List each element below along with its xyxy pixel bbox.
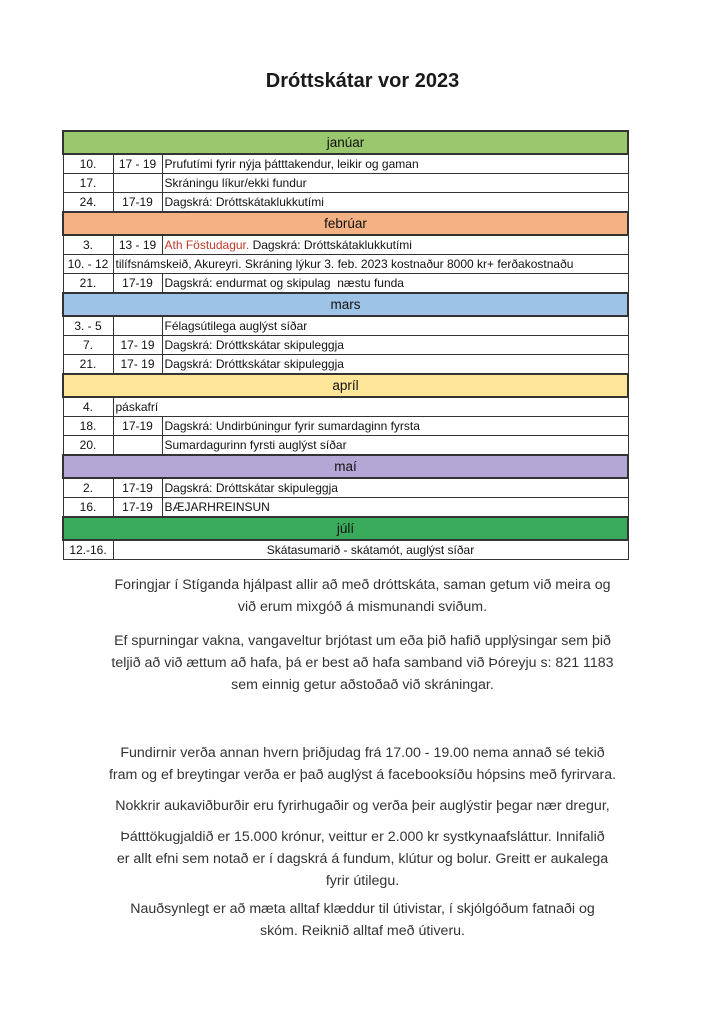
info-paragraph	[40, 574, 685, 618]
event-date: 10. - 12	[63, 255, 113, 274]
paragraph-line: skóm. Reiknið alltaf með útiveru.	[259, 923, 465, 939]
event-date: 21.	[63, 274, 113, 294]
month-name: janúar	[63, 131, 628, 154]
event-description: Dagskrá: endurmat og skipulag næstu funda	[162, 274, 628, 294]
event-time	[113, 316, 162, 336]
paragraph-line: Þátttökugjaldið er 15.000 krónur, veittur er 2.000 kr systkynaafsláttur. Innifalið	[120, 829, 605, 845]
table-row	[63, 498, 628, 518]
event-date: 7.	[63, 336, 113, 355]
event-time: 17-19	[113, 478, 162, 498]
event-description: Skátasumarið - skátamót, auglýst síðar	[113, 540, 628, 560]
paragraph-line: Nokkrir aukaviðburðir eru fyrirhugaðir og verða þeir auglýstir þegar nær dregur,	[115, 798, 610, 814]
event-time: 17- 19	[113, 336, 162, 355]
event-description: Dagskrá: Dróttkskátar skipuleggja	[162, 355, 628, 375]
event-time: 17- 19	[113, 355, 162, 375]
info-paragraph	[40, 630, 685, 696]
event-time	[113, 174, 162, 193]
table-row	[63, 436, 628, 456]
event-date: 10.	[63, 154, 113, 174]
event-description: Dagskrá: Dróttskátaklukkutími	[162, 193, 628, 213]
table-row	[63, 193, 628, 213]
table-row	[63, 235, 628, 255]
event-description: tilífsnámskeið, Akureyri. Skráning lýkur 3. feb. 2023 kostnaður 8000 kr+ ferðakostnaðu	[113, 255, 628, 274]
month-name: maí	[63, 455, 628, 478]
paragraph-line: fyrir útilegu.	[325, 873, 400, 889]
paragraph-line: fram og ef breytingar verða er það auglýst á facebooksíðu hópsins með fyrirvara.	[108, 767, 617, 783]
month-name: febrúar	[63, 212, 628, 235]
event-description: BÆJARHREINSUN	[162, 498, 628, 518]
paragraph-line: Fundirnir verða annan hvern þriðjudag frá 17.00 - 19.00 nema annað sé tekið	[120, 745, 605, 761]
event-time: 17-19	[113, 498, 162, 518]
event-description: Dagskrá: Dróttkskátar skipuleggja	[162, 336, 628, 355]
event-description-text: Dagskrá: Dróttskátaklukkutími	[249, 237, 412, 252]
table-row	[63, 355, 628, 375]
month-header	[63, 293, 628, 316]
paragraph-line: Nauðsynlegt er að mæta alltaf klæddur til útivistar, í skjólgóðum fatnaði og	[130, 901, 595, 917]
month-header	[63, 455, 628, 478]
event-date: 3. - 5	[63, 316, 113, 336]
info-paragraph	[40, 742, 685, 786]
schedule-table	[62, 130, 629, 560]
event-time: 13 - 19	[113, 235, 162, 255]
paragraph-line: Foringjar í Stíganda hjálpast allir að með dróttskáta, saman getum við meira og	[114, 577, 611, 593]
event-date: 3.	[63, 235, 113, 255]
event-description: Félagsútilega auglýst síðar	[162, 316, 628, 336]
event-date: 16.	[63, 498, 113, 518]
event-description: Dagskrá: Undirbúningur fyrir sumardaginn fyrsta	[162, 417, 628, 436]
event-time: 17 - 19	[113, 154, 162, 174]
table-row	[63, 540, 628, 560]
table-row	[63, 478, 628, 498]
event-time: 17-19	[113, 193, 162, 213]
highlight-note: Ath Föstudagur.	[164, 237, 250, 252]
event-description: Skráningu líkur/ekki fundur	[162, 174, 628, 193]
paragraph-line: við erum mixgóð á mismunandi sviðum.	[237, 599, 488, 615]
event-date: 17.	[63, 174, 113, 193]
table-row	[63, 174, 628, 193]
table-row	[63, 336, 628, 355]
table-row	[63, 274, 628, 294]
page-title: Dróttskátar vor 2023	[265, 70, 460, 92]
month-name: júlí	[63, 517, 628, 540]
table-row	[63, 316, 628, 336]
paragraph-line: Ef spurningar vakna, vangaveltur brjótast um eða þið hafið upplýsingar sem þið	[114, 633, 611, 649]
event-date: 21.	[63, 355, 113, 375]
event-description: Prufutími fyrir nýja þátttakendur, leikir og gaman	[162, 154, 628, 174]
event-time	[113, 436, 162, 456]
paragraph-line: teljið að við ættum að hafa, þá er best að hafa samband við Þóreyju s: 821 1183	[111, 655, 614, 671]
info-paragraph	[40, 898, 685, 942]
event-date: 18.	[63, 417, 113, 436]
event-description: Sumardagurinn fyrsti auglýst síðar	[162, 436, 628, 456]
event-date: 12.-16.	[63, 540, 113, 560]
month-header	[63, 212, 628, 235]
event-date: 20.	[63, 436, 113, 456]
paragraph-line: sem einnig getur aðstoðað við skráningar.	[231, 677, 494, 693]
event-time: 17-19	[113, 417, 162, 436]
paragraph-line: er allt efni sem notað er í dagskrá á fundum, klútur og bolur. Greitt er aukalega	[116, 851, 609, 867]
event-description: Dagskrá: Dróttskátar skipuleggja	[162, 478, 628, 498]
month-header	[63, 131, 628, 154]
month-header	[63, 374, 628, 397]
table-row	[63, 397, 628, 417]
table-row	[63, 154, 628, 174]
event-date: 4.	[63, 397, 113, 417]
info-paragraph	[40, 795, 685, 817]
event-date: 2.	[63, 478, 113, 498]
month-name: mars	[63, 293, 628, 316]
month-header	[63, 517, 628, 540]
event-time: 17-19	[113, 274, 162, 294]
event-date: 24.	[63, 193, 113, 213]
table-row	[63, 417, 628, 436]
event-description	[162, 235, 628, 255]
event-description: páskafrí	[113, 397, 628, 417]
info-paragraph	[40, 826, 685, 892]
month-name: apríl	[63, 374, 628, 397]
table-row	[63, 255, 628, 274]
